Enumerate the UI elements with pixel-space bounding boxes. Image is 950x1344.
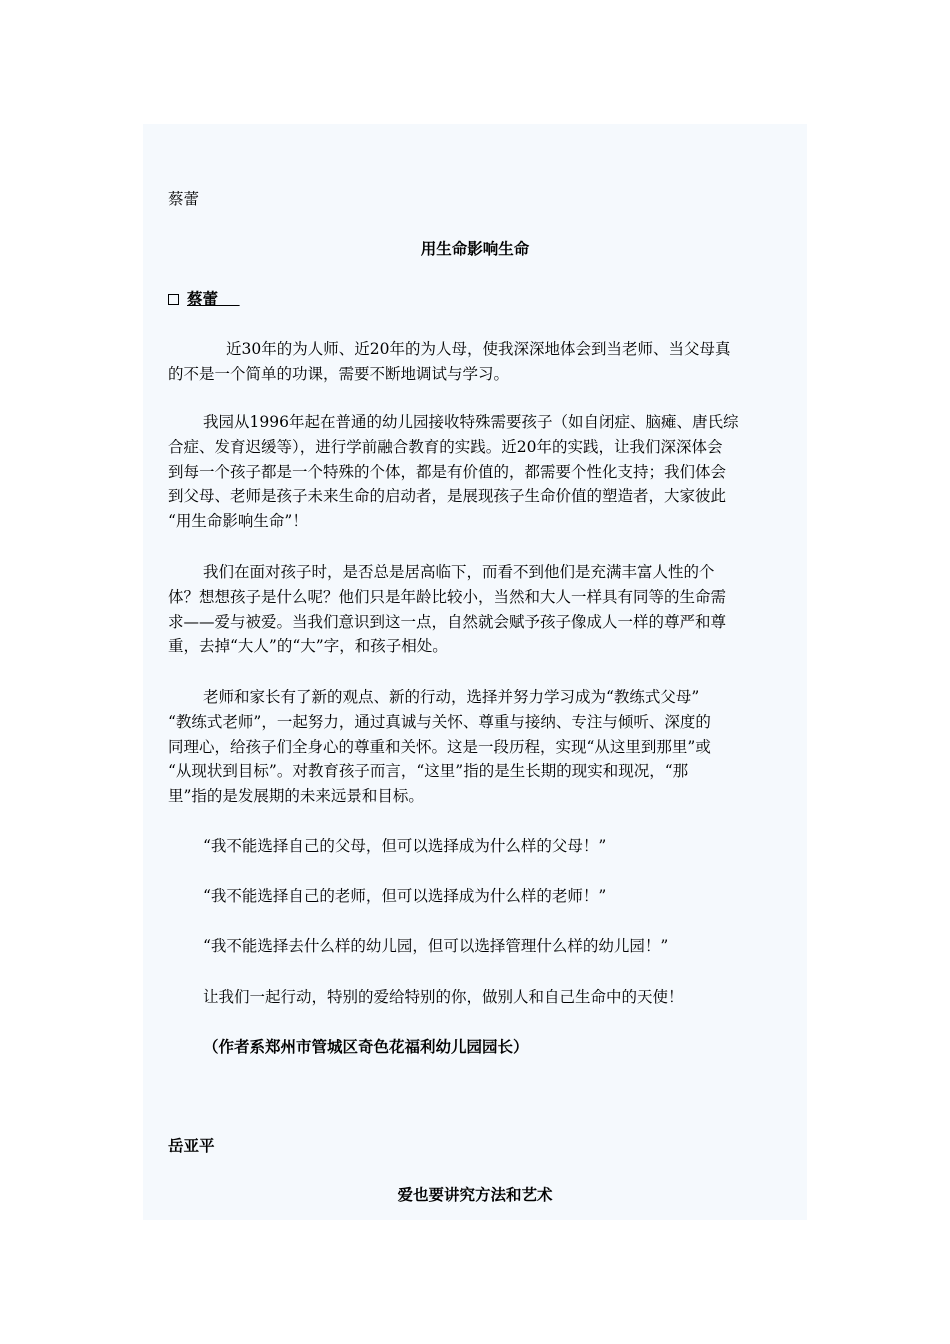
author-label: 蔡蕾: [168, 190, 200, 208]
paragraph-4: [168, 685, 780, 809]
paragraph-line: “用生命影响生命”！: [168, 512, 308, 531]
paragraph-line: 的不是一个简单的功课，需要不断地调试与学习。: [168, 364, 510, 383]
paragraph-line: 合症、发育迟缓等），进行学前融合教育的实践。近20年的实践，让我们深深体会: [168, 437, 723, 456]
closing-line: 让我们一起行动，特别的爱给特别的你，做别人和自己生命中的天使！: [203, 988, 684, 1006]
quote-line: “我不能选择去什么样的幼儿园，但可以选择管理什么样的幼儿园！”: [203, 937, 669, 955]
paragraph-line: “教练式老师”，一起努力，通过真诚与关怀、尊重与接纳、专注与倾听、深度的: [168, 712, 711, 731]
byline: [168, 287, 240, 311]
paragraph-line: 我园从1996年起在普通的幼儿园接收特殊需要孩子（如自闭症、脑瘫、唐氏综: [203, 413, 739, 431]
paragraph-line: 近30年的为人师、近20年的为人母，使我深深地体会到当老师、当父母真: [226, 340, 731, 358]
paragraph-1: [168, 337, 780, 387]
quote-line: “我不能选择自己的老师，但可以选择成为什么样的老师！”: [203, 887, 607, 905]
paragraph-line: 到每一个孩子都是一个特殊的个体，都是有价值的，都需要个性化支持；我们体会: [168, 462, 727, 481]
quote-line: “我不能选择自己的父母，但可以选择成为什么样的父母！”: [203, 837, 607, 855]
author-note: （作者系郑州市管城区奇色花福利幼儿园园长）: [203, 1038, 529, 1056]
paragraph-line: 重，去掉“大人”的“大”字，和孩子相处。: [168, 637, 448, 656]
paragraph-2: [168, 410, 780, 534]
paragraph-line: 里”指的是发展期的未来远景和目标。: [168, 787, 424, 806]
paragraph-line: 求——爱与被爱。当我们意识到这一点，自然就会赋予孩子像成人一样的尊严和尊: [168, 612, 727, 631]
paragraph-line: 体？想想孩子是什么呢？他们只是年龄比较小，当然和大人一样具有同等的生命需: [168, 587, 727, 606]
square-box-icon: [168, 294, 179, 305]
byline-name: 蔡蕾: [187, 290, 219, 308]
paragraph-line: 老师和家长有了新的观点、新的行动，选择并努力学习成为“教练式父母”: [203, 688, 700, 706]
author-label-2: 岳亚平: [168, 1137, 215, 1155]
paragraph-line: “从现状到目标”。对教育孩子而言，“这里”指的是生长期的现实和现况，“那: [168, 762, 689, 781]
article-title: 用生命影响生命: [420, 240, 530, 258]
paragraph-line: 同理心，给孩子们全身心的尊重和关怀。这是一段历程，实现“从这里到那里”或: [168, 737, 711, 756]
article-title-2: 爱也要讲究方法和艺术: [397, 1186, 553, 1204]
paragraph-line: 到父母、老师是孩子未来生命的启动者，是展现孩子生命价值的塑造者，大家彼此: [168, 487, 727, 506]
paragraph-3: [168, 560, 780, 659]
paragraph-line: 我们在面对孩子时，是否总是居高临下，而看不到他们是充满丰富人性的个: [203, 563, 715, 581]
